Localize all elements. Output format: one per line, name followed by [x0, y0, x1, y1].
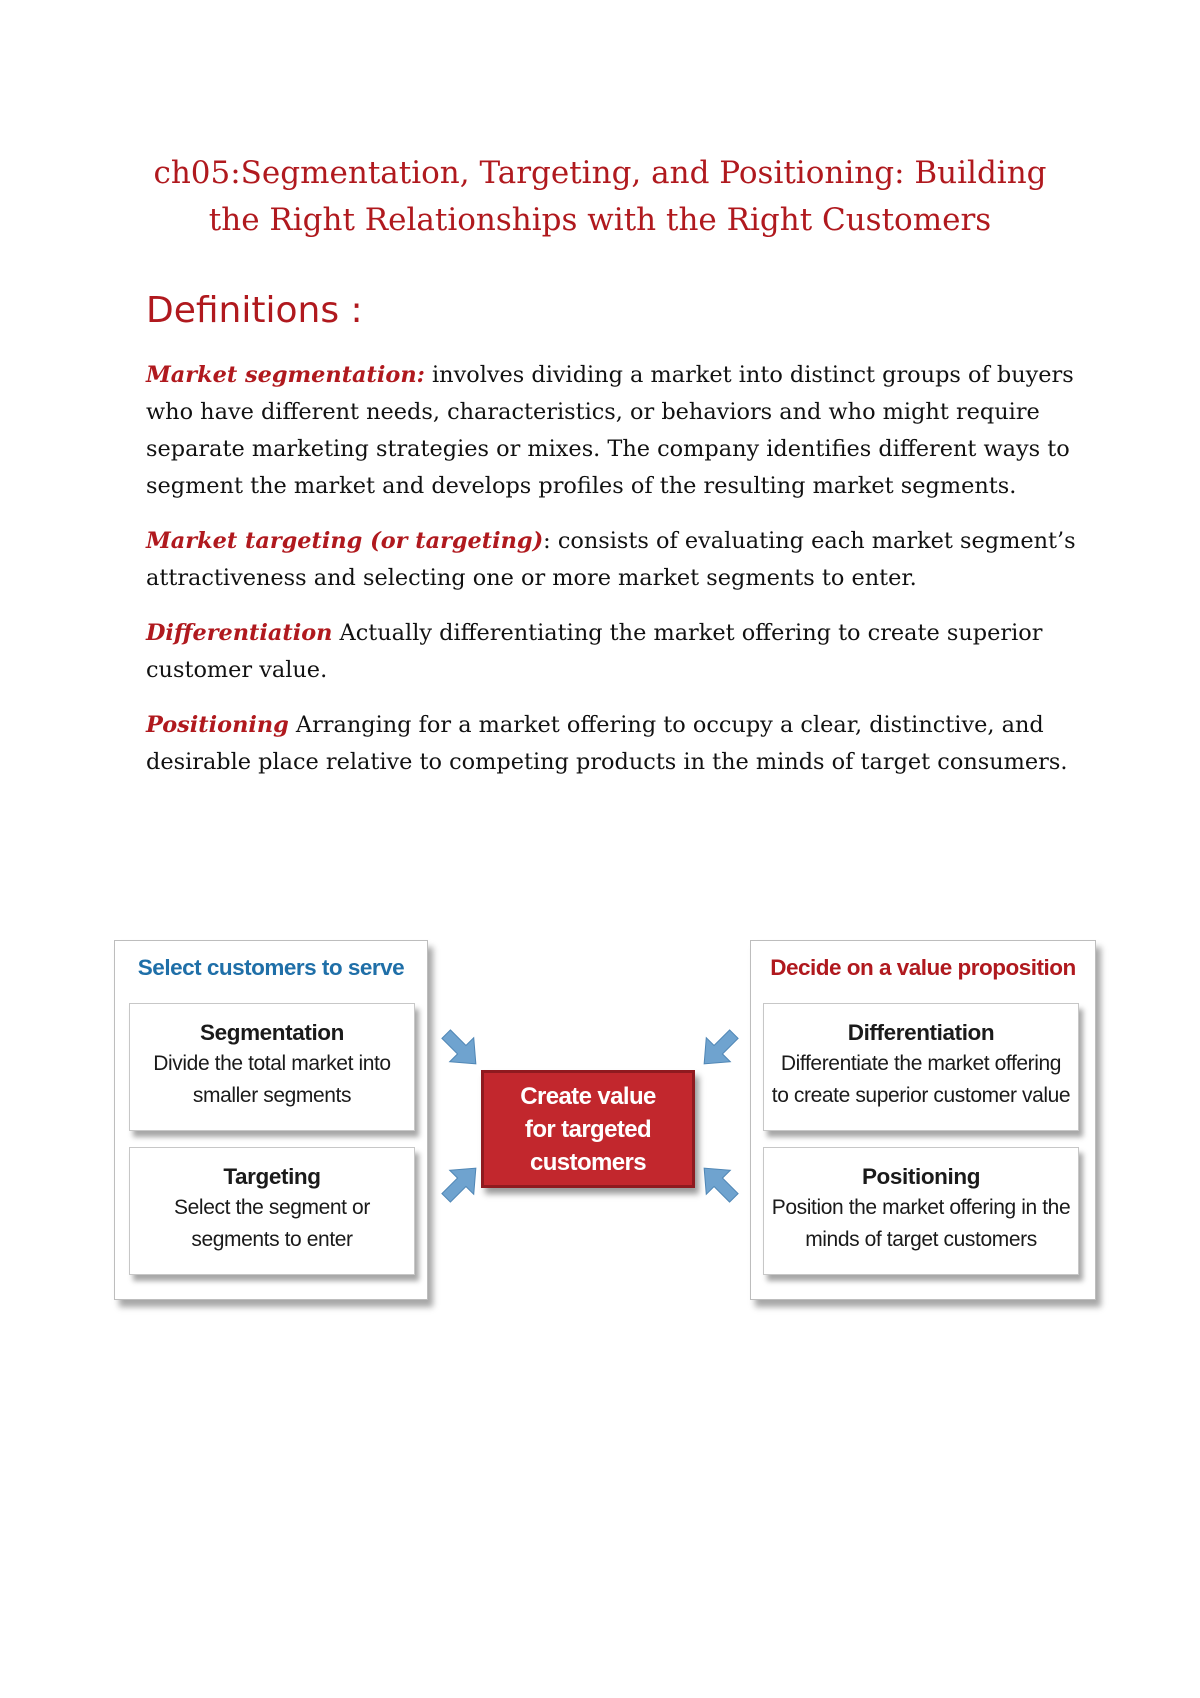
definition-differentiation	[146, 615, 1076, 689]
create-value-box	[481, 1070, 695, 1188]
definition-positioning	[146, 707, 1076, 781]
arrow-down-left-icon	[694, 1024, 744, 1074]
definition-market-targeting	[146, 523, 1076, 597]
definitions-list	[146, 357, 1076, 799]
left-panel	[114, 940, 428, 1300]
definition-text: Actually differentiating the market offering to create superior customer value.	[146, 620, 1043, 683]
card-title: Targeting	[223, 1164, 321, 1189]
card-text: Differentiate the market offering to create superior customer value	[771, 1052, 1071, 1107]
card-text: Position the market offering in the minds of target customers	[771, 1196, 1071, 1251]
page-title: ch05:Segmentation, Targeting, and Positioning: Building the Right Relationships with the Right Customers	[153, 155, 1047, 238]
right-panel	[750, 940, 1096, 1300]
targeting-card	[129, 1147, 415, 1275]
left-panel-heading: Select customers to serve	[137, 955, 405, 980]
arrow-down-right-icon	[436, 1024, 486, 1074]
section-heading: Definitions :	[146, 290, 363, 331]
right-panel-heading: Decide on a value proposition	[770, 955, 1076, 980]
card-text: Divide the total market into smaller segments	[153, 1052, 391, 1107]
card-text: Select the segment or segments to enter	[174, 1196, 370, 1251]
definition-term: Market segmentation:	[146, 362, 425, 388]
definition-term: Market targeting (or targeting)	[146, 528, 544, 554]
card-title: Segmentation	[200, 1020, 344, 1045]
card-title: Positioning	[861, 1164, 981, 1189]
card-title: Differentiation	[847, 1020, 995, 1045]
definition-term: Differentiation	[146, 620, 333, 646]
definition-text: involves dividing a market into distinct groups of buyers who have different needs, characteristics, or behaviors and who might require separate marketing strategies or mixes. The company identifies different ways to segment the market and develops profiles of the resulting market segments.	[146, 362, 1074, 499]
definition-market-segmentation	[146, 357, 1076, 505]
segmentation-card	[129, 1003, 415, 1131]
definition-term: Positioning	[146, 712, 289, 738]
arrow-up-left-icon	[694, 1158, 744, 1208]
stp-diagram	[114, 940, 1098, 1306]
definition-text: Arranging for a market offering to occupy a clear, distinctive, and desirable place relative to competing products in the minds of target consumers.	[146, 712, 1068, 775]
definition-text: : consists of evaluating each market segment’s attractiveness and selecting one or more market segments to enter.	[146, 528, 1076, 591]
center-text: Create value for targeted customers	[520, 1082, 656, 1176]
arrow-up-right-icon	[436, 1158, 486, 1208]
differentiation-card	[763, 1003, 1079, 1131]
positioning-card	[763, 1147, 1079, 1275]
